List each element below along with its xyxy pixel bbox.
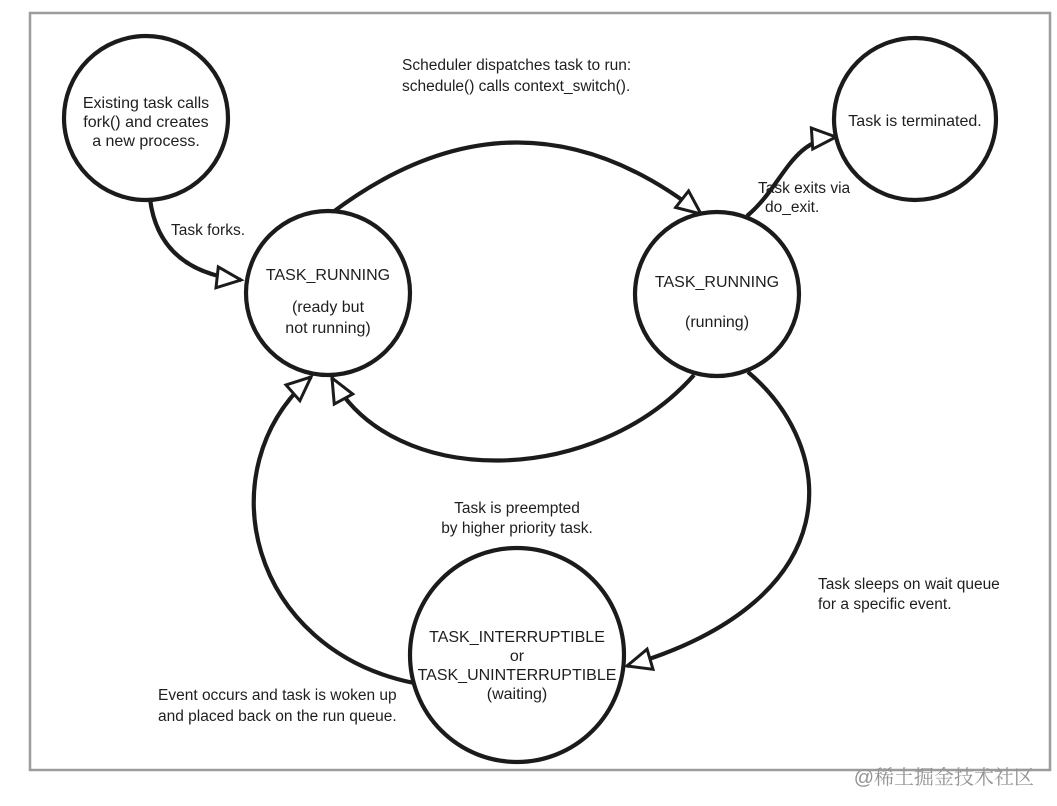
label-task-preempted-line-1: Task is preempted xyxy=(454,500,580,517)
edge-fork-to-ready-arrow xyxy=(150,199,241,280)
node-terminated-label xyxy=(848,113,981,130)
label-event-occurs-line-2: and placed back on the run queue. xyxy=(158,708,397,725)
edge-ready-to-running-arrow xyxy=(333,142,701,214)
node-ready-label-line-2: (ready but xyxy=(291,299,365,316)
node-ready-label-line-1: TASK_RUNNING xyxy=(265,267,391,284)
label-task-forks-line-1: Task forks. xyxy=(170,222,246,239)
label-scheduler-dispatch-line-1: Scheduler dispatches task to run: xyxy=(402,57,632,74)
label-task-exits xyxy=(758,180,851,216)
edge-waiting-to-ready-arrow xyxy=(254,377,414,683)
node-waiting-label-line-1: TASK_INTERRUPTIBLE xyxy=(429,629,605,646)
node-waiting-label-line-2: or xyxy=(509,648,525,665)
label-scheduler-dispatch-line-2: schedule() calls context_switch(). xyxy=(402,78,631,95)
node-terminated-label-line-1: Task is terminated. xyxy=(848,113,982,130)
label-task-preempted-line-2: by higher priority task. xyxy=(441,520,593,537)
edge-running-to-ready-arrow xyxy=(332,375,694,461)
node-waiting-label-line-3: TASK_UNINTERRUPTIBLE xyxy=(417,667,617,684)
node-running-label-line-2: (running) xyxy=(684,314,750,331)
node-waiting-label-line-4: (waiting) xyxy=(486,686,548,703)
node-fork-label-line-2: fork() and creates xyxy=(83,114,209,131)
label-task-preempted xyxy=(441,500,593,537)
node-fork-label xyxy=(83,95,209,150)
node-fork-label-line-1: Existing task calls xyxy=(82,95,210,112)
node-ready-label-line-3: not running) xyxy=(285,320,371,337)
edge-running-to-waiting-arrow xyxy=(627,372,809,666)
node-ready-circle xyxy=(246,211,410,375)
label-task-sleeps-line-1: Task sleeps on wait queue xyxy=(818,576,1000,593)
label-event-occurs-line-1: Event occurs and task is woken up xyxy=(158,687,397,704)
node-running-circle xyxy=(635,212,799,376)
node-fork-label-line-3: a new process. xyxy=(92,133,200,150)
label-task-sleeps-line-2: for a specific event. xyxy=(818,596,952,613)
label-scheduler-dispatch xyxy=(402,57,631,95)
watermark: @稀土掘金技术社区 xyxy=(853,767,1034,789)
label-task-exits-line-2: do_exit. xyxy=(765,199,820,216)
label-task-sleeps xyxy=(818,576,1000,613)
label-task-exits-line-1: Task exits via xyxy=(758,180,851,197)
node-running-label-line-1: TASK_RUNNING xyxy=(654,274,780,291)
label-task-forks xyxy=(171,222,245,239)
label-event-occurs xyxy=(158,687,397,725)
